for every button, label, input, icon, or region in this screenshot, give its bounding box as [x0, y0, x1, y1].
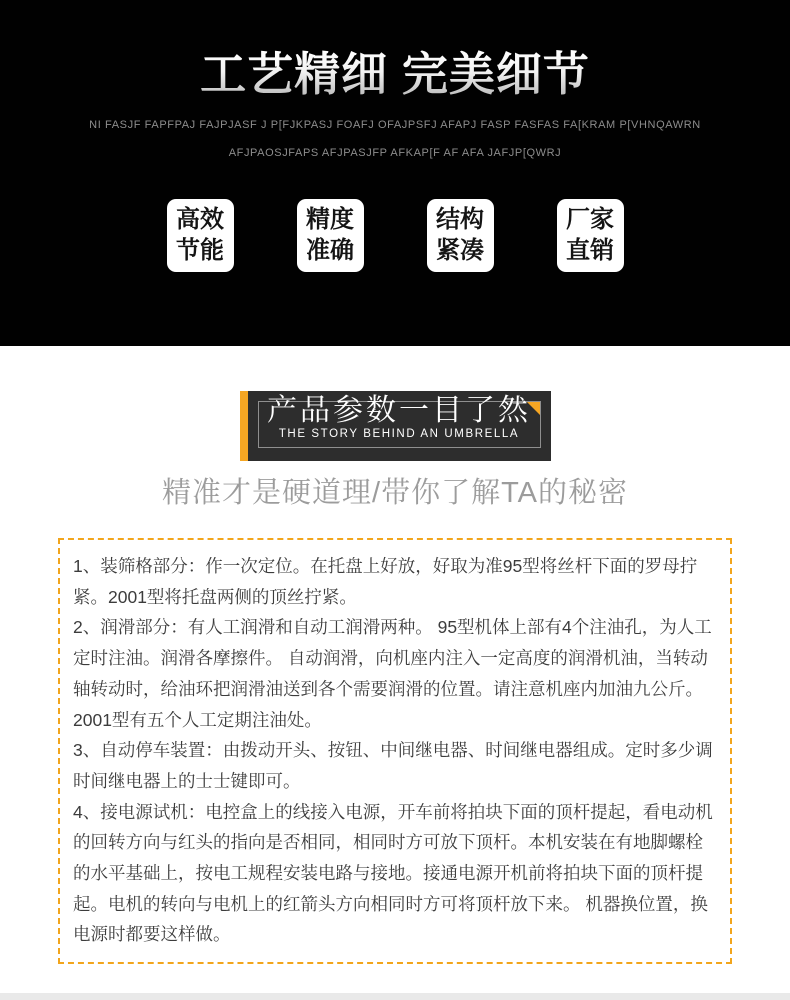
spec-paragraph-4: 4、接电源试机：电控盒上的线接入电源，开车前将拍块下面的顶杆提起，看电动机的回转方向与红头的指向是否相同，相同时方可放下顶杆。本机安装在有地脚螺栓的水平基础上，按电工规程安装电路与接地。接通电源开机前将拍块下面的顶杆提起。电机的转向与电机上的红箭头方向相同时方可将顶杆放下来。 机器换位置，换电源时都要这样做。: [73, 801, 713, 945]
section-banner: [240, 391, 551, 461]
spec-panel: [58, 538, 732, 964]
spec-paragraph-3: 3、自动停车装置：由拨动开头、按钮、中间继电器、时间继电器组成。定时多少调时间继电器上的士士键即可。: [73, 740, 713, 791]
feature-badge-line: 紧凑: [436, 236, 484, 264]
feature-badge-line: 结构: [436, 206, 484, 234]
section-subtitle: 精准才是硬道理/带你了解TA的秘密: [162, 477, 628, 509]
tagline-line-2: AFJPAOSJFAPS AFJPASJFP AFKAP[F AF AFA JAFJP[QWRJ: [228, 147, 562, 160]
page-title: 工艺精细 完美细节: [0, 50, 790, 98]
feature-badge-line: 精度: [306, 206, 354, 234]
banner-accent-bar: [240, 391, 248, 461]
feature-badge-precision: [297, 199, 364, 272]
feature-badge-line: 准确: [306, 236, 354, 264]
hero-section: [0, 0, 790, 346]
feature-badges: [0, 199, 790, 272]
feature-badge-factory: [557, 199, 624, 272]
feature-badge-structure: [427, 199, 494, 272]
feature-badge-efficiency: [167, 199, 234, 272]
spec-paragraph-2: 2、润滑部分：有人工润滑和自动工润滑两种。 95型机体上部有4个注油孔，为人工定时注油。润滑各摩擦件。 自动润滑，向机座内注入一定高度的润滑机油，当转动轴转动时，给油环把润滑油送到各个需要润滑的位置。请注意机座内加油九公斤。2001型有五个人工定期注油处。: [73, 617, 712, 730]
feature-badge-line: 高效: [176, 206, 224, 234]
banner-title-en: THE STORY BEHIND AN UMBRELLA: [278, 428, 520, 440]
banner-title-cn: 产品参数一目了然: [267, 394, 531, 427]
corner-fold-icon: [527, 402, 540, 415]
banner-body: [248, 391, 551, 461]
feature-badge-line: 节能: [176, 236, 224, 264]
feature-badge-line: 直销: [566, 236, 614, 264]
bottom-divider: [0, 993, 790, 1000]
feature-badge-line: 厂家: [566, 206, 614, 234]
banner-frame: [258, 394, 541, 448]
spec-paragraph-1: 1、装筛格部分：作一次定位。在托盘上好放，好取为准95型将丝杆下面的罗母拧紧。2001型将托盘两侧的顶丝拧紧。: [73, 556, 698, 607]
tagline-line-1: NI FASJF FAPFPAJ FAJPJASF J P[FJKPASJ FOAFJ OFAJPSFJ AFAPJ FASP FASFAS FA[KRAM P[VHNQAWRN: [89, 119, 701, 132]
